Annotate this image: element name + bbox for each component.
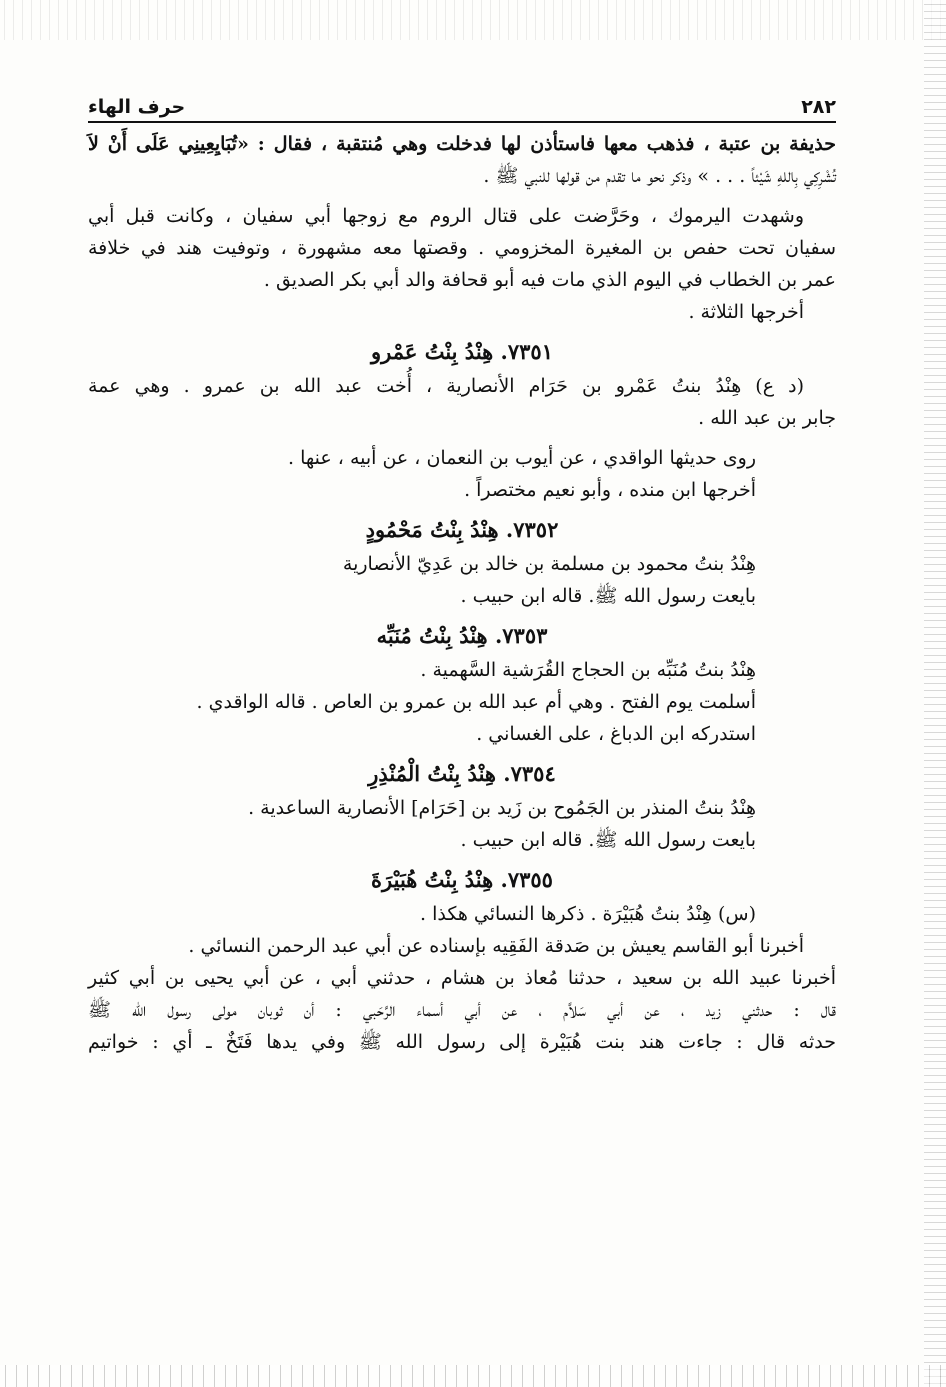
text-line: (د ع) هِنْدُ بنتُ عَمْرو بن حَرَام الأنصارية ، أُخت عبد الله بن عمرو . وهي عمة [88, 375, 804, 397]
text-line: (س) هِنْدُ بنتُ هُبَيْرَة . ذكرها النسائي هكذا . [420, 903, 756, 925]
entry-title: ٧٣٥٣. هِنْدُ بِنْتُ مُنَبِّه [376, 623, 548, 648]
text-line: حذيفة بن عتبة ، فذهب معها فاستأذن لها فدخلت وهي مُنتقبة ، فقال : «تُبَايِعِينِي عَلَى أَنْ لاَ [88, 133, 836, 155]
text-line: جابر بن عبد الله . [698, 407, 836, 429]
text-line: هِنْدُ بنتُ مُنَبِّه بن الحجاج القُرَشية السَّهمية . [420, 659, 756, 681]
text-line: تُشْرِكِي بِاللهِ شَيْئاً . . . » وذكر نحو ما تقدم من قولها للنبي ﷺ . [483, 165, 836, 187]
header-rule [88, 121, 836, 123]
page-border-bottom [0, 1365, 946, 1387]
text-line: أخرجها الثلاثة . [688, 301, 804, 323]
text-line: أسلمت يوم الفتح . وهي أم عبد الله بن عمرو بن العاص . قاله الواقدي . [196, 691, 756, 713]
entry-title: ٧٣٥٤. هِنْدُ بِنْتُ الْمُنْذِرِ [368, 761, 556, 786]
text-line: بايعت رسول الله ﷺ. قاله ابن حبيب . [460, 829, 756, 851]
text-line: عمر بن الخطاب في اليوم الذي مات فيه أبو قحافة والد أبي بكر الصديق . [263, 269, 836, 291]
text-line: بايعت رسول الله ﷺ. قاله ابن حبيب . [460, 585, 756, 607]
text-line: حدثه قال : جاءت هند بنت هُبَيْرة إلى رسول الله ﷺ وفي يدها فَتَخٌ ـ أي : خواتيم [88, 1031, 836, 1053]
text-line: هِنْدُ بنتُ المنذر بن الجَمُوح بن زَيد بن [حَرَام] الأنصارية الساعدية . [248, 797, 756, 819]
text-line: استدركه ابن الدباغ ، على الغساني . [476, 723, 756, 745]
text-line: أخرجها ابن منده ، وأبو نعيم مختصراً . [464, 479, 756, 501]
text-line: روى حديثها الواقدي ، عن أيوب بن النعمان ، عن أبيه ، عنها . [288, 447, 756, 469]
text-line: أخبرنا أبو القاسم يعيش بن صَدقة الفَقِيه بإسناده عن أبي عبد الرحمن النسائي . [188, 935, 804, 957]
page-content [88, 128, 836, 1058]
entry-title: ٧٣٥١. هِنْدُ بِنْتُ عَمْرو [370, 339, 553, 364]
text-line: قال : حدثني زيد ، عن أبي سَلاَّم ، عن أبي أسماء الرَّحَبي : أن ثوبان مولى رسول الله ﷺ [88, 999, 836, 1021]
page-header [88, 86, 836, 118]
running-title: حرف الهاء [88, 96, 186, 118]
page-border-top [0, 0, 946, 40]
text-line: وشهدت اليرموك ، وحَرَّضت على قتال الروم مع زوجها أبي سفيان ، وكانت قبل أبي [88, 205, 804, 227]
entry-title: ٧٣٥٥. هِنْدُ بِنْتُ هُبَيْرَةَ [371, 867, 553, 892]
text-line: هِنْدُ بنتُ محمود بن مسلمة بن خالد بن عَدِيّ الأنصارية [342, 553, 756, 575]
text-line: أخبرنا عبيد الله بن سعيد ، حدثنا مُعاذ بن هشام ، حدثني أبي ، عن أبي يحيى بن أبي كثير [88, 967, 836, 989]
text-line: سفيان تحت حفص بن المغيرة المخزومي . وقصتها معه مشهورة ، وتوفيت هند في خلافة [88, 237, 836, 259]
page-border-right [924, 0, 946, 1387]
entry-title: ٧٣٥٢. هِنْدُ بِنْتُ مَحْمُودٍ [365, 517, 559, 542]
page-number: ٢٨٢ [801, 96, 836, 118]
